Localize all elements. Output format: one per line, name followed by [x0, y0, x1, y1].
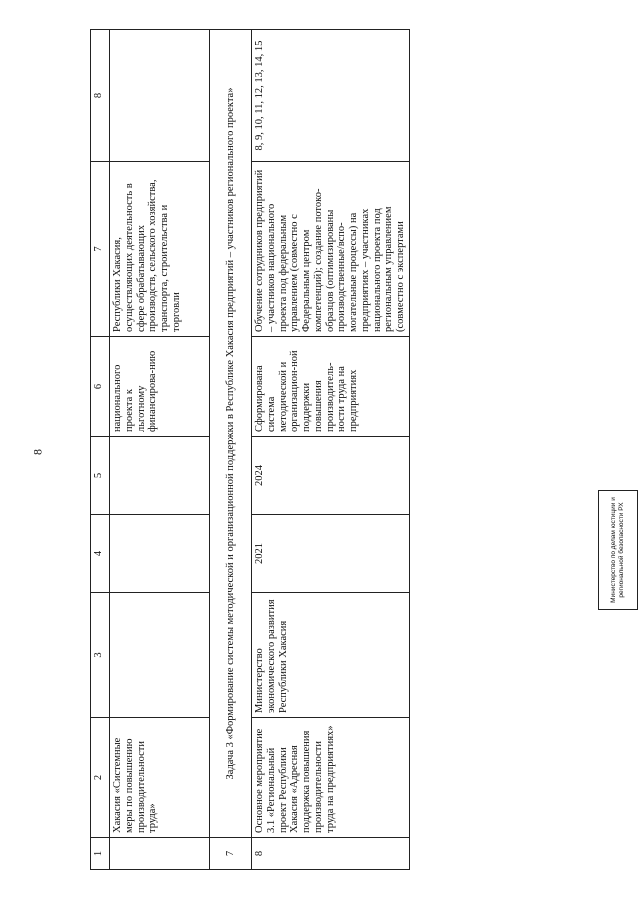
table-cell: [110, 30, 210, 162]
task-title: Задача 3 «Формирование системы методической и организационной поддержки в Республике Хакасия предприятий – участников регионального проекта»: [210, 30, 252, 838]
header-row: [91, 30, 110, 870]
table-row: [252, 30, 410, 870]
program-table: [90, 29, 410, 870]
start-year: 2021: [252, 515, 410, 593]
table-cell: Хакасия «Системные меры по повышению производительности труда»: [110, 718, 210, 838]
header-cell: 7: [91, 162, 110, 337]
page-number: 8: [30, 449, 45, 455]
header-cell: 5: [91, 437, 110, 515]
task-row: [210, 30, 252, 870]
table-cell: [110, 838, 210, 870]
header-cell: 8: [91, 30, 110, 162]
table-cell: [110, 437, 210, 515]
table-cell: национального проекта к льготному финансирова-нию: [110, 337, 210, 437]
ministry-stamp: Министерство по делам юстиции и региональной безопасности РХ: [598, 490, 638, 610]
header-cell: 6: [91, 337, 110, 437]
header-cell: 1: [91, 838, 110, 870]
table-row: [110, 30, 210, 870]
program-table-wrapper: [90, 30, 406, 870]
table-cell: Министерство экономического развития Республики Хакасия: [252, 593, 410, 718]
header-cell: 4: [91, 515, 110, 593]
end-year: 2024: [252, 437, 410, 515]
table-cell: Обучение сотрудников предприятий – участников национального проекта под федеральным управлением (совместно с Федеральным центром компетенций); создание потоко-образцов (оптимизированы производственные/вспо-могательные процессы) на предприятиях – участниках национального проекта под региональным управлением (совместно с экспертами: [252, 162, 410, 337]
table-cell: Основное мероприятие 3.1 «Региональный проект Республики Хакасия «Адресная поддержка повышения производительности труда на предприятиях»: [252, 718, 410, 838]
table-cell: Сформирована система методической и организацион-ной поддержки повышения производитель-ности труда на предприятиях: [252, 337, 410, 437]
indicator-numbers: 8, 9, 10, 11, 12, 13, 14, 15: [252, 30, 410, 162]
header-cell: 2: [91, 718, 110, 838]
table-cell: [110, 515, 210, 593]
table-cell: Республики Хакасия, осуществляющих деятельность в сфере обрабатывающих производств, сельского хозяйства, транспорта, строительства и торговли: [110, 162, 210, 337]
table-cell: [110, 593, 210, 718]
row-number: 8: [252, 838, 410, 870]
task-row-number: 7: [210, 838, 252, 870]
header-cell: 3: [91, 593, 110, 718]
